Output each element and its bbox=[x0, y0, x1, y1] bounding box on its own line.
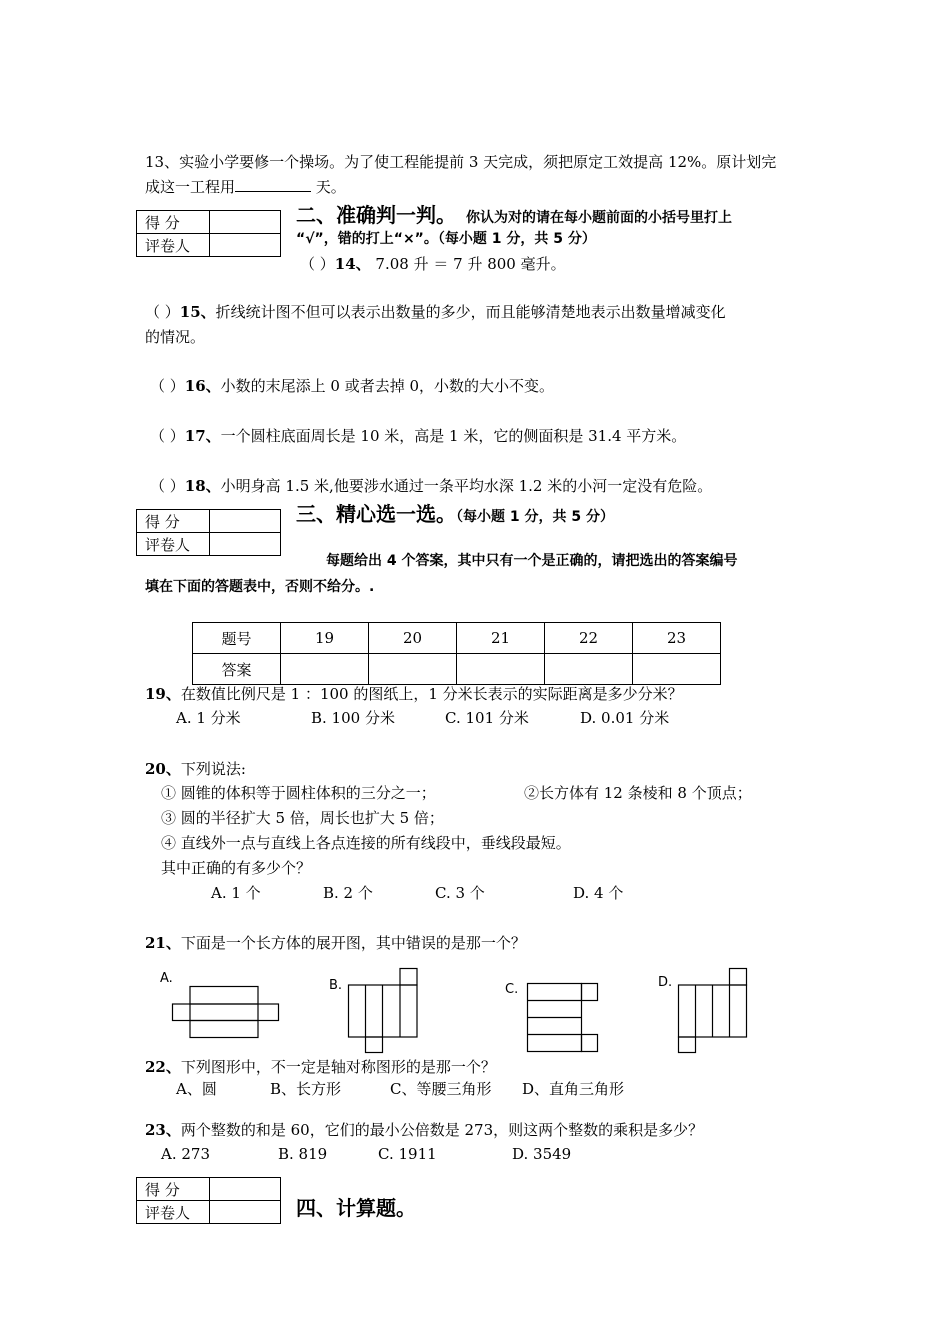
q18-paren[interactable]: （ ） bbox=[150, 477, 185, 495]
section2-instruction-2: “√”，错的打上“×”。（每小题 1 分，共 5 分） bbox=[296, 231, 596, 247]
grader-label: 评卷人 bbox=[137, 1201, 210, 1224]
score-cell[interactable] bbox=[210, 1178, 281, 1201]
q17 bbox=[150, 424, 686, 448]
q20-ask: 其中正确的有多少个？ bbox=[161, 859, 312, 877]
q15 bbox=[145, 300, 726, 324]
q14-paren[interactable]: （ ） bbox=[300, 255, 335, 273]
q23-num: 23、 bbox=[145, 1121, 181, 1139]
q21-net-c[interactable] bbox=[527, 983, 599, 1053]
q16 bbox=[150, 374, 554, 398]
q15-paren[interactable]: （ ） bbox=[145, 303, 180, 321]
q21-text: 下面是一个长方体的展开图，其中错误的是那一个？ bbox=[180, 934, 526, 952]
q19-option-b[interactable]: B. 100 分米 bbox=[311, 709, 395, 727]
q20-statement-4: ④ 直线外一点与直线上各点连接的所有线段中，垂线段最短。 bbox=[161, 834, 571, 852]
q21-label-a: A. bbox=[160, 971, 173, 986]
q16-paren[interactable]: （ ） bbox=[150, 377, 185, 395]
answer-table-number: 19 bbox=[281, 623, 369, 654]
section3-instruction-2: 填在下面的答题表中，否则不给分。. bbox=[145, 579, 375, 595]
grader-cell[interactable] bbox=[210, 1201, 281, 1224]
q21-net-d[interactable] bbox=[678, 968, 748, 1054]
q17-num: 17、 bbox=[184, 427, 221, 445]
q13-line1: 13、实验小学要修一个操场。为了使工程能提前 3 天完成，须把原定工效提高 12%。原计划完 bbox=[145, 153, 777, 171]
q19-option-a[interactable]: A. 1 分米 bbox=[176, 709, 241, 727]
q20-num: 20、 bbox=[145, 760, 181, 778]
section3-note: （每小题 1 分，共 5 分） bbox=[456, 509, 614, 525]
answer-table-number: 23 bbox=[633, 623, 721, 654]
answer-table-header-row bbox=[193, 623, 721, 654]
q17-text: 一个圆柱底面周长是 10 米，高是 1 米，它的侧面积是 31.4 平方米。 bbox=[220, 427, 687, 445]
answer-table-number: 22 bbox=[545, 623, 633, 654]
score-cell[interactable] bbox=[210, 211, 281, 234]
q22-option-d[interactable]: D、直角三角形 bbox=[522, 1080, 625, 1098]
section2-instruction-1: 你认为对的请在每小题前面的小括号里打上 bbox=[466, 210, 732, 226]
answer-table-number: 20 bbox=[369, 623, 457, 654]
q20-option-c[interactable]: C. 3 个 bbox=[435, 884, 485, 902]
score-label: 得 分 bbox=[137, 211, 210, 234]
q23-option-b[interactable]: B. 819 bbox=[278, 1145, 328, 1163]
q19-stem bbox=[145, 682, 683, 706]
section3-title: 三、精心选一选。 bbox=[296, 502, 456, 526]
q21-label-c: C. bbox=[505, 982, 519, 997]
section4-title: 四、计算题。 bbox=[296, 1196, 416, 1220]
q21-net-b[interactable] bbox=[348, 968, 418, 1054]
grader-label: 评卷人 bbox=[137, 533, 210, 556]
score-label: 得 分 bbox=[137, 510, 210, 533]
q15-continuation: 的情况。 bbox=[145, 328, 206, 346]
answer-table-number: 21 bbox=[457, 623, 545, 654]
section2-title: 二、准确判一判。 bbox=[296, 203, 456, 227]
q18 bbox=[150, 474, 712, 498]
answer-cell-19[interactable] bbox=[281, 654, 369, 685]
q20-option-d[interactable]: D. 4 个 bbox=[573, 884, 624, 902]
q17-paren[interactable]: （ ） bbox=[150, 427, 185, 445]
q22-option-a[interactable]: A、圆 bbox=[176, 1080, 217, 1098]
grader-cell[interactable] bbox=[210, 234, 281, 257]
answer-table bbox=[192, 622, 721, 685]
grader-label: 评卷人 bbox=[137, 234, 210, 257]
q13-text-b: 天。 bbox=[311, 178, 346, 196]
q19-option-d[interactable]: D. 0.01 分米 bbox=[580, 709, 670, 727]
q21-label-b: B. bbox=[329, 978, 343, 993]
section2-header bbox=[296, 199, 732, 228]
score-box-section4 bbox=[136, 1177, 281, 1224]
q21-stem bbox=[145, 931, 526, 955]
q20-stem bbox=[145, 757, 246, 781]
q19-option-c[interactable]: C. 101 分米 bbox=[445, 709, 529, 727]
q19-text: 在数值比例尺是 1 ：100 的图纸上，1 分米长表示的实际距离是多少分米？ bbox=[180, 685, 683, 703]
answer-cell-20[interactable] bbox=[369, 654, 457, 685]
score-label: 得 分 bbox=[137, 1178, 210, 1201]
q20-statement-2: ②长方体有 12 条棱和 8 个顶点； bbox=[524, 784, 752, 802]
q20-option-b[interactable]: B. 2 个 bbox=[323, 884, 373, 902]
q23-stem bbox=[145, 1118, 703, 1142]
q18-num: 18、 bbox=[184, 477, 221, 495]
q20-text: 下列说法: bbox=[180, 760, 246, 778]
q16-text: 小数的末尾添上 0 或者去掉 0，小数的大小不变。 bbox=[220, 377, 555, 395]
q19-num: 19、 bbox=[145, 685, 181, 703]
answer-table-answer-row bbox=[193, 654, 721, 685]
q22-text: 下列图形中，不一定是轴对称图形的是那一个？ bbox=[180, 1058, 496, 1076]
answer-cell-21[interactable] bbox=[457, 654, 545, 685]
q21-label-d: D. bbox=[658, 975, 673, 990]
q14-text: 7.08 升 ＝ 7 升 800 毫升。 bbox=[370, 255, 566, 273]
q23-text: 两个整数的和是 60，它们的最小公倍数是 273，则这两个整数的乘积是多少？ bbox=[180, 1121, 704, 1139]
grader-cell[interactable] bbox=[210, 533, 281, 556]
q22-option-b[interactable]: B、长方形 bbox=[270, 1080, 342, 1098]
answer-table-header-label: 题号 bbox=[193, 623, 281, 654]
answer-cell-23[interactable] bbox=[633, 654, 721, 685]
q20-statement-1: ① 圆锥的体积等于圆柱体积的三分之一； bbox=[161, 784, 436, 802]
q20-option-a[interactable]: A. 1 个 bbox=[211, 884, 261, 902]
q21-net-a[interactable] bbox=[172, 986, 280, 1040]
score-box-section2 bbox=[136, 210, 281, 257]
q15-num: 15、 bbox=[179, 303, 216, 321]
q16-num: 16、 bbox=[184, 377, 221, 395]
section3-instruction-1: 每题给出 4 个答案，其中只有一个是正确的，请把选出的答案编号 bbox=[326, 553, 738, 569]
q14-num: 14、 bbox=[334, 255, 371, 273]
q23-option-a[interactable]: A. 273 bbox=[161, 1145, 210, 1163]
q22-stem bbox=[145, 1055, 496, 1079]
q23-option-d[interactable]: D. 3549 bbox=[512, 1145, 572, 1163]
q23-option-c[interactable]: C. 1911 bbox=[378, 1145, 437, 1163]
answer-table-row-label: 答案 bbox=[193, 654, 281, 685]
q13-line2 bbox=[145, 175, 346, 199]
q20-statement-3: ③ 圆的半径扩大 5 倍，周长也扩大 5 倍； bbox=[161, 809, 444, 827]
score-cell[interactable] bbox=[210, 510, 281, 533]
q13-text-a: 成这一工程用 bbox=[145, 178, 236, 196]
q15-text: 折线统计图不但可以表示出数量的多少，而且能够清楚地表示出数量增减变化 bbox=[215, 303, 726, 321]
q18-text: 小明身高 1.5 米,他要涉水通过一条平均水深 1.2 米的小河一定没有危险。 bbox=[220, 477, 713, 495]
q22-num: 22、 bbox=[145, 1058, 181, 1076]
q22-option-c[interactable]: C、等腰三角形 bbox=[390, 1080, 492, 1098]
section3-header bbox=[296, 498, 614, 527]
score-box-section3 bbox=[136, 509, 281, 556]
q13-blank[interactable] bbox=[235, 175, 311, 192]
answer-cell-22[interactable] bbox=[545, 654, 633, 685]
q14 bbox=[300, 252, 566, 276]
q21-num: 21、 bbox=[145, 934, 181, 952]
